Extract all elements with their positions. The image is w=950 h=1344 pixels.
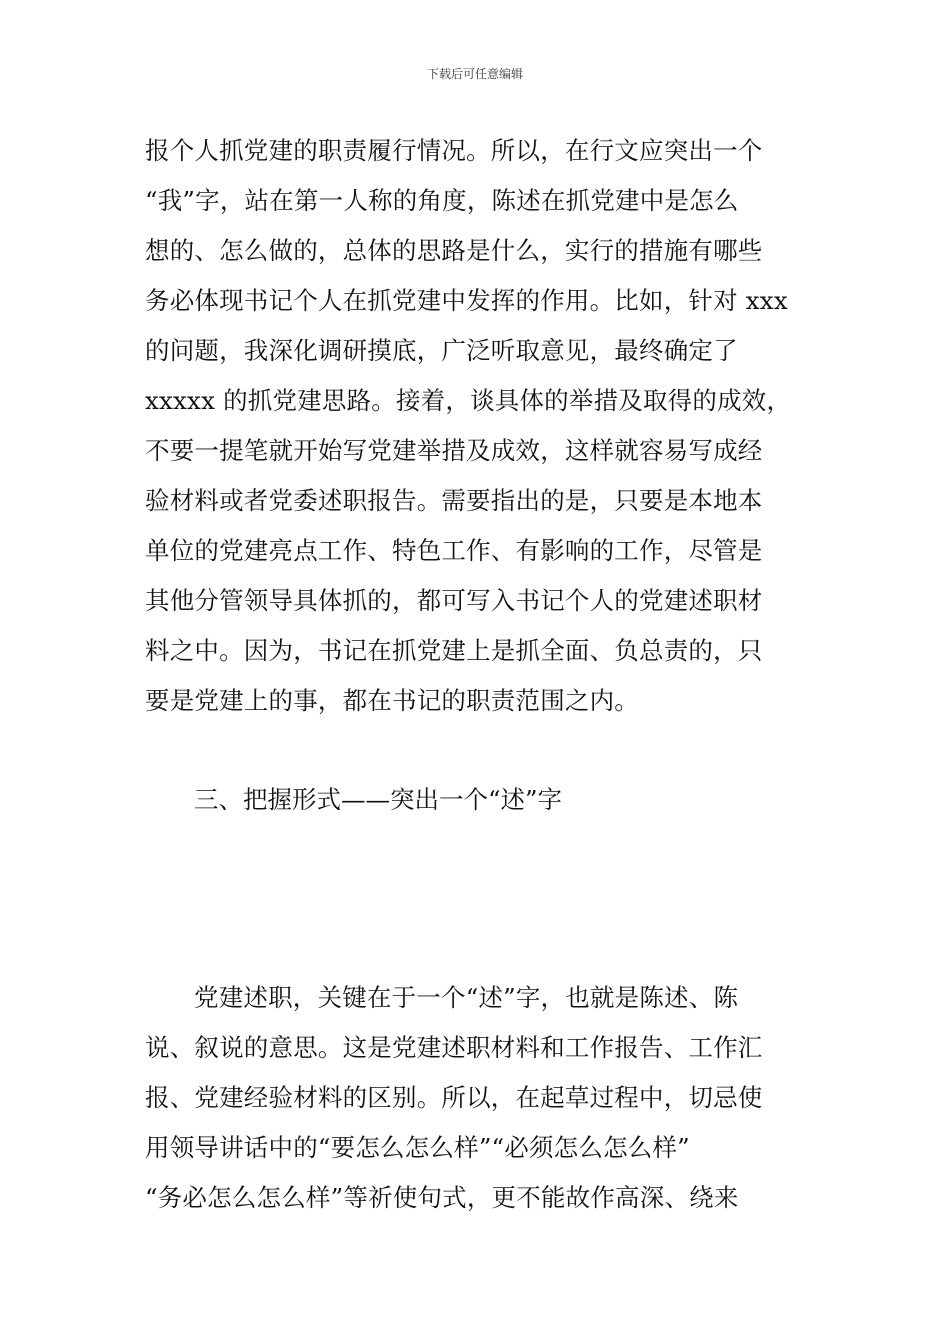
paragraph-line: “务必怎么怎么样”等祈使句式，更不能故作高深、绕来 bbox=[145, 1183, 739, 1212]
paragraph-line: 的问题，我深化调研摸底，广泛听取意见，最终确定了 bbox=[145, 336, 738, 365]
body-paragraph-1 bbox=[145, 126, 810, 726]
paragraph-line: 用领导讲话中的“要怎么怎么样”“必须怎么怎么样” bbox=[145, 1133, 690, 1162]
paragraph-line: 党建述职，关键在于一个“述”字，也就是陈述、陈 bbox=[194, 983, 739, 1012]
paragraph-line: 报、党建经验材料的区别。所以，在起草过程中，切忌使 bbox=[145, 1083, 763, 1112]
body-paragraph-2 bbox=[145, 973, 810, 1223]
paragraph-line: 说、叙说的意思。这是党建述职材料和工作报告、工作汇 bbox=[145, 1033, 763, 1062]
section-heading: 三、把握形式——突出一个“述”字 bbox=[194, 785, 563, 814]
paragraph-line: 验材料或者党委述职报告。需要指出的是，只要是本地本 bbox=[145, 486, 763, 515]
paragraph-line: 报个人抓党建的职责履行情况。所以，在行文应突出一个 bbox=[145, 136, 763, 165]
paragraph-line: 务必体现书记个人在抓党建中发挥的作用。比如，针对 xxx bbox=[145, 286, 788, 315]
paragraph-line: 不要一提笔就开始写党建举措及成效，这样就容易写成经 bbox=[145, 436, 763, 465]
paragraph-line: 其他分管领导具体抓的，都可写入书记个人的党建述职材 bbox=[145, 586, 763, 615]
paragraph-line: 想的、怎么做的，总体的思路是什么，实行的措施有哪些 bbox=[145, 236, 763, 265]
paragraph-line: 料之中。因为，书记在抓党建上是抓全面、负总责的，只 bbox=[145, 636, 763, 665]
paragraph-line: “我”字，站在第一人称的角度，陈述在抓党建中是怎么 bbox=[145, 186, 739, 215]
page-header: 下载后可任意编辑 bbox=[426, 67, 523, 81]
paragraph-line: xxxxx 的抓党建思路。接着，谈具体的举措及取得的成效， bbox=[145, 386, 792, 415]
paragraph-line: 单位的党建亮点工作、特色工作、有影响的工作，尽管是 bbox=[145, 536, 763, 565]
paragraph-line: 要是党建上的事，都在书记的职责范围之内。 bbox=[145, 686, 639, 715]
